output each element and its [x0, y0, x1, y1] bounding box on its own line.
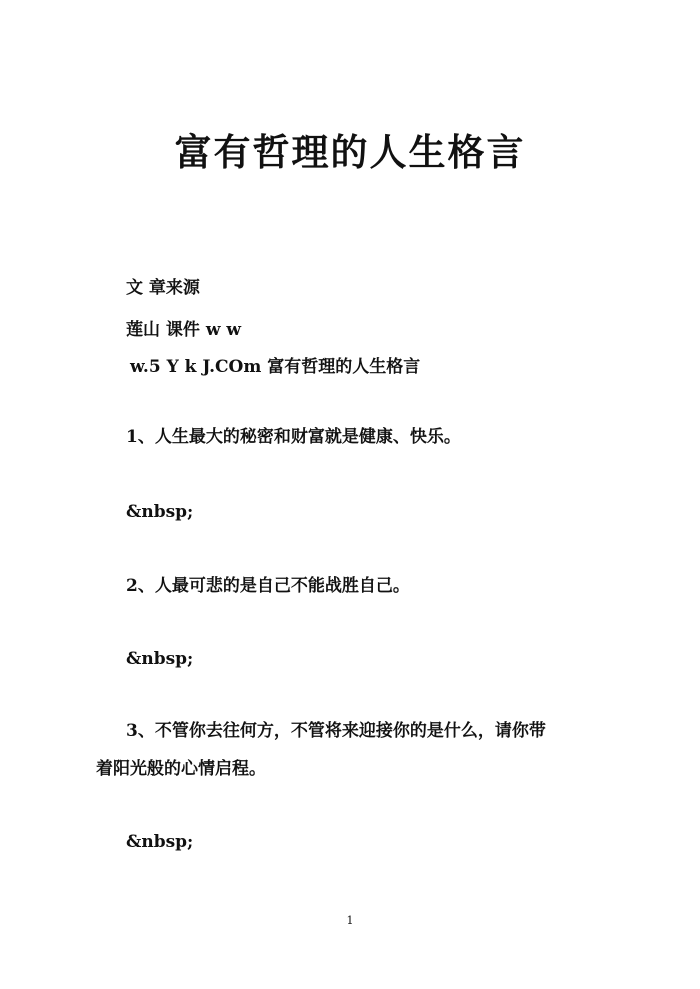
nbsp-placeholder-2: &nbsp; — [126, 649, 194, 669]
document-title: 富有哲理的人生格言 — [174, 130, 526, 174]
source-line-3: w.5 Y k J.COm 富有哲理的人生格言 — [130, 357, 421, 377]
quote-2: 2、人最可悲的是自己不能战胜自己。 — [126, 576, 410, 596]
source-line-2: 莲山 课件 w w — [126, 320, 242, 340]
quote-3-line-2: 着阳光般的心情启程。 — [96, 759, 266, 779]
nbsp-placeholder-3: &nbsp; — [126, 832, 194, 852]
nbsp-placeholder-1: &nbsp; — [126, 502, 194, 522]
page-number: 1 — [346, 914, 354, 927]
quote-3-line-1: 3、不管你去往何方，不管将来迎接你的是什么，请你带 — [126, 721, 546, 741]
quote-1: 1、人生最大的秘密和财富就是健康、快乐。 — [126, 427, 461, 447]
source-line-1: 文 章来源 — [126, 278, 200, 298]
